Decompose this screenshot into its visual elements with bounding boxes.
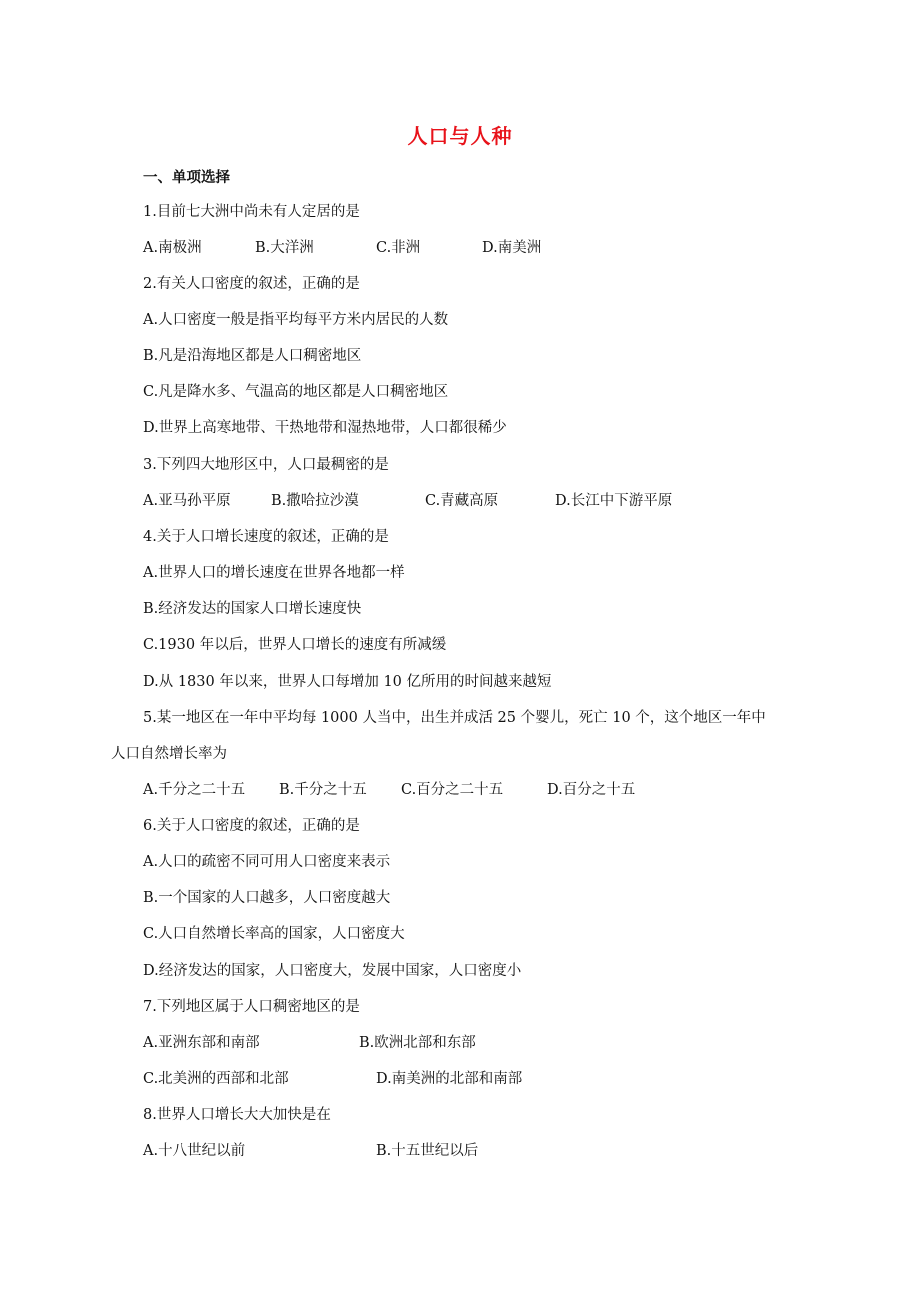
question-4-stem: 4.关于人口增长速度的叙述，正确的是 bbox=[143, 529, 389, 545]
question-6-option-a: A.人口的疏密不同可用人口密度来表示 bbox=[143, 854, 391, 870]
question-7-option-a: A.亚洲东部和南部 bbox=[143, 1035, 260, 1051]
question-4-option-d: D.从 1830 年以来，世界人口每增加 10 亿所用的时间越来越短 bbox=[143, 674, 552, 690]
question-1-option-b: B.大洋洲 bbox=[255, 240, 314, 256]
question-7-option-c: C.北美洲的西部和北部 bbox=[143, 1071, 289, 1087]
question-2-stem: 2.有关人口密度的叙述，正确的是 bbox=[143, 276, 360, 292]
question-3-option-b: B.撒哈拉沙漠 bbox=[271, 493, 359, 509]
question-6-option-d: D.经济发达的国家，人口密度大，发展中国家，人口密度小 bbox=[143, 963, 522, 979]
question-2-option-c: C.凡是降水多、气温高的地区都是人口稠密地区 bbox=[143, 384, 449, 400]
question-2-option-d: D.世界上高寒地带、干热地带和湿热地带，人口都很稀少 bbox=[143, 420, 507, 436]
question-4-option-c: C.1930 年以后，世界人口增长的速度有所减缓 bbox=[143, 637, 447, 653]
document-title: 人口与人种 bbox=[407, 124, 513, 148]
question-5-stem-line-2: 人口自然增长率为 bbox=[111, 746, 227, 762]
question-5-option-d: D.百分之十五 bbox=[547, 782, 636, 798]
question-5-option-a: A.千分之二十五 bbox=[143, 782, 246, 798]
question-4-option-a: A.世界人口的增长速度在世界各地都一样 bbox=[143, 565, 405, 581]
question-5-stem-line-1: 5.某一地区在一年中平均每 1000 人当中，出生并成活 25 个婴儿，死亡 10 个，这个地区一年中 bbox=[143, 710, 766, 726]
question-4-option-b: B.经济发达的国家人口增长速度快 bbox=[143, 601, 362, 617]
question-7-option-d: D.南美洲的北部和南部 bbox=[376, 1071, 523, 1087]
question-6-option-c: C.人口自然增长率高的国家，人口密度大 bbox=[143, 926, 405, 942]
question-6-stem: 6.关于人口密度的叙述，正确的是 bbox=[143, 818, 360, 834]
question-5-option-b: B.千分之十五 bbox=[279, 782, 367, 798]
question-1-option-d: D.南美洲 bbox=[482, 240, 542, 256]
question-8-option-b: B.十五世纪以后 bbox=[376, 1143, 479, 1159]
question-3-option-a: A.亚马孙平原 bbox=[143, 493, 231, 509]
question-2-option-a: A.人口密度一般是指平均每平方米内居民的人数 bbox=[143, 312, 449, 328]
question-2-option-b: B.凡是沿海地区都是人口稠密地区 bbox=[143, 348, 362, 364]
question-1-option-a: A.南极洲 bbox=[143, 240, 202, 256]
question-1-stem: 1.目前七大洲中尚未有人定居的是 bbox=[143, 204, 360, 220]
question-3-stem: 3.下列四大地形区中，人口最稠密的是 bbox=[143, 457, 389, 473]
question-1-option-c: C.非洲 bbox=[376, 240, 421, 256]
question-3-option-d: D.长江中下游平原 bbox=[555, 493, 673, 509]
question-8-stem: 8.世界人口增长大大加快是在 bbox=[143, 1107, 331, 1123]
question-7-stem: 7.下列地区属于人口稠密地区的是 bbox=[143, 999, 360, 1015]
question-3-option-c: C.青藏高原 bbox=[425, 493, 499, 509]
question-5-option-c: C.百分之二十五 bbox=[401, 782, 504, 798]
question-7-option-b: B.欧洲北部和东部 bbox=[359, 1035, 476, 1051]
question-8-option-a: A.十八世纪以前 bbox=[143, 1143, 246, 1159]
section-heading: 一、单项选择 bbox=[143, 170, 230, 186]
question-6-option-b: B.一个国家的人口越多，人口密度越大 bbox=[143, 890, 391, 906]
